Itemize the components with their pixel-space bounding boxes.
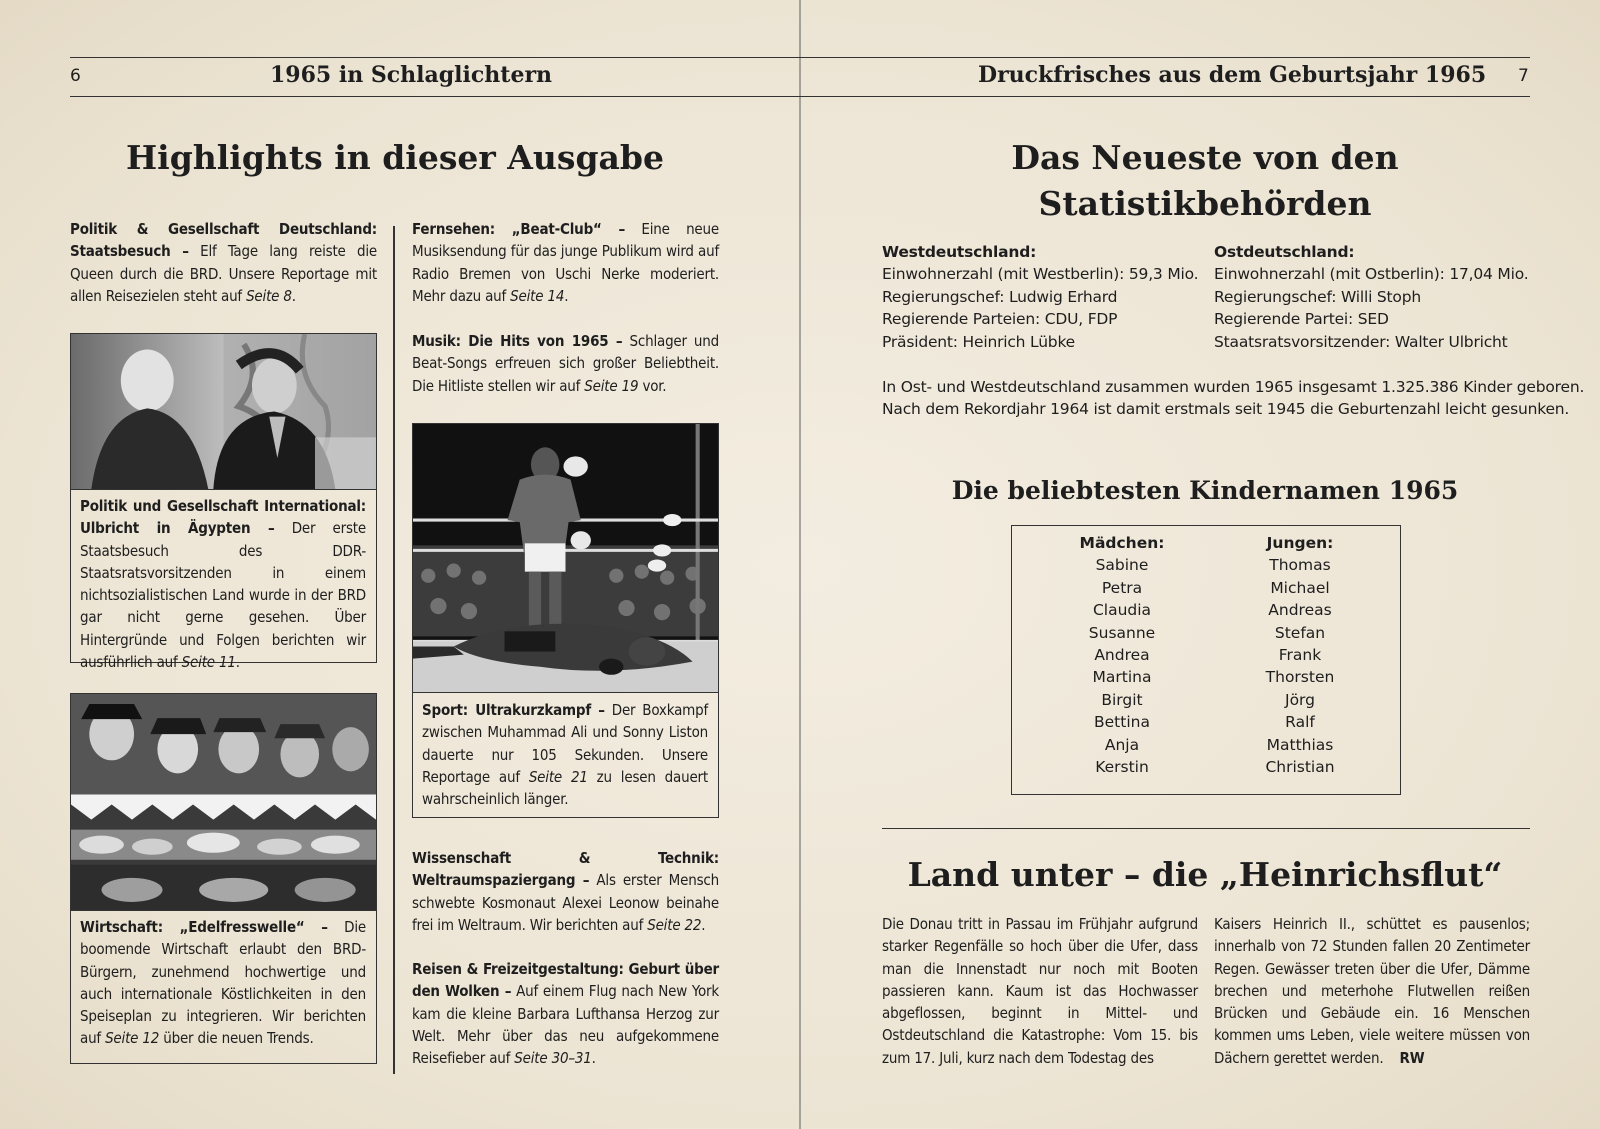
boy-name: Frank (1278, 646, 1322, 665)
flood-column-2-text: Kaisers Heinrich II., schüttet es pausenlos; innerhalb von 72 Stunden fallen 20 Zentimeter Regen. Gewässer treten über die Ufer, Dämme brechen und meterhohe Flutwellen reißen Brücken und Gebäude ein. 16 Menschen kommen ums Leben, viele weitere müssen von Dächern gerettet werden. (1214, 915, 1530, 1067)
names-table (1011, 525, 1401, 795)
item-body: Der erste Staatsbesuch des DDR-Staatsratsvorsitzenden in einem nichtsozialistischen Land wurde in der BRD gar nicht gerne gesehen. Über Hintergründe und Folgen berichten wir ausführlich auf (80, 519, 366, 672)
girl-name: Claudia (1092, 601, 1152, 620)
right-page-number: 7 (1518, 66, 1529, 86)
item-tail: . (564, 286, 569, 305)
item-lead: Reisen & Freizeitgestaltung: Geburt über den Wolken – (412, 960, 719, 1001)
west-president: Präsident: Heinrich Lübke (882, 332, 1076, 351)
girl-name: Susanne (1088, 623, 1156, 642)
item-tail: . (291, 286, 296, 305)
page-ref: Seite 21 (528, 767, 588, 786)
boy-name: Jörg (1285, 690, 1315, 709)
west-statistics (882, 241, 1198, 353)
boy-name: Thomas (1269, 556, 1331, 575)
boys-heading: Jungen: (1266, 534, 1334, 552)
page-ref: Seite 8 (246, 286, 292, 305)
item-tail: . (235, 653, 240, 672)
girls-names-column (1052, 532, 1192, 778)
item-politik-international (80, 495, 366, 673)
right-header-bottom-rule (800, 96, 1530, 97)
item-tail: zu lesen dauert wahrscheinlich länger. (422, 767, 708, 809)
left-page-number: 6 (70, 66, 81, 86)
boys-names-column (1230, 532, 1370, 778)
item-body: Der Boxkampf zwischen Muhammad Ali und Sonny Liston dauerte nur 105 Sekunden. Unsere Reportage auf (422, 701, 708, 786)
ost-statistics (1214, 241, 1528, 353)
flood-column-1: Die Donau tritt in Passau im Frühjahr aufgrund starker Regenfälle so hoch über die Ufer, dass man die Innenstadt nur noch mit Booten passieren kann. Kaum ist das Hochwasser abgeflossen, beginnt in Mittel- und Ostdeutschland die Katastrophe: Vom 15. bis zum 17. Juli, kurz nach dem Todestag des (882, 915, 1198, 1067)
item-tail: . (591, 1049, 596, 1068)
boy-name: Thorsten (1265, 668, 1335, 687)
flood-column-2 (1214, 913, 1530, 1069)
item-wissenschaft (412, 847, 719, 936)
item-lead: Sport: Ultrakurzkampf – (422, 701, 605, 719)
girl-name: Sabine (1095, 556, 1149, 575)
left-running-head: 1965 in Schlaglichtern (270, 62, 553, 88)
ulbricht-nasser-photo (70, 333, 377, 490)
right-running-head: Druckfrisches aus dem Geburtsjahr 1965 (978, 62, 1487, 88)
ost-head-of-government: Regierungschef: Willi Stoph (1214, 287, 1421, 306)
item-tail: vor. (638, 376, 667, 395)
edelfresswelle-box (70, 693, 377, 1064)
item-tail: . (701, 915, 706, 934)
delicatessen-photo (70, 693, 377, 911)
girls-heading: Mädchen: (1079, 534, 1165, 552)
ultrakurzkampf-box (412, 423, 719, 818)
boy-name: Michael (1270, 578, 1330, 597)
west-ruling-parties: Regierende Parteien: CDU, FDP (882, 310, 1118, 329)
page-ref: Seite 11 (181, 653, 236, 672)
boy-name: Ralf (1285, 713, 1315, 732)
item-body: Eine neue Musiksendung für das junge Publikum wird auf Radio Bremen von Uschi Nerke moderiert. Mehr dazu auf (412, 220, 719, 305)
author-signature: RW (1399, 1048, 1425, 1067)
item-lead: Musik: Die Hits von 1965 – (412, 332, 623, 350)
ost-population: Einwohnerzahl (mit Ostberlin): 17,04 Mio. (1214, 265, 1529, 284)
right-title-line-2: Statistikbehörden (1038, 184, 1372, 223)
item-sport (422, 699, 708, 810)
girl-name: Birgit (1101, 690, 1143, 709)
boy-name: Christian (1265, 758, 1335, 777)
right-header-top-rule (800, 57, 1530, 58)
ost-heading: Ostdeutschland: (1214, 243, 1355, 261)
page-ref: Seite 19 (584, 376, 639, 395)
right-title-line-1: Das Neueste von den (1011, 138, 1399, 177)
girl-name: Anja (1104, 735, 1140, 754)
item-lead: Fernsehen: „Beat-Club“ – (412, 220, 626, 238)
item-body: Als erster Mensch schwebte Kosmonaut Alexei Leonow beinahe frei im Weltraum. Wir berichten auf (412, 871, 719, 934)
item-body: Schlager und Beat-Songs erfreuen sich großer Beliebtheit. Die Hitliste stellen wir auf (412, 332, 719, 395)
west-population: Einwohnerzahl (mit Westberlin): 59,3 Mio. (882, 265, 1199, 284)
girl-name: Bettina (1094, 713, 1150, 732)
page-ref: Seite 30–31 (514, 1049, 592, 1068)
right-page-title (880, 135, 1530, 227)
girl-name: Martina (1092, 668, 1152, 687)
west-head-of-government: Regierungschef: Ludwig Erhard (882, 287, 1118, 306)
boy-name: Stefan (1274, 623, 1326, 642)
births-line-2: Nach dem Rekordjahr 1964 ist damit erstmals seit 1945 die Geburtenzahl leicht gesunken. (882, 400, 1570, 419)
flood-section-rule (882, 828, 1530, 829)
ulbricht-egypt-box (70, 333, 377, 672)
page-ref: Seite 12 (105, 1029, 160, 1048)
page-ref: Seite 14 (510, 286, 565, 305)
item-musik (412, 330, 719, 397)
item-lead: Politik und Gesellschaft International: Ulbricht in Ägypten – (80, 497, 366, 538)
left-page-title: Highlights in dieser Ausgabe (125, 138, 664, 177)
item-fernsehen (412, 218, 719, 307)
item-body: Die boomende Wirtschaft erlaubt den BRD-Bürgern, zunehmend hochwertige und auch internationale Köstlichkeiten in den Speiseplan zu integrieren. Wir berichten auf (80, 918, 367, 1048)
names-title: Die beliebtesten Kindernamen 1965 (951, 476, 1459, 505)
boy-name: Andreas (1268, 601, 1332, 620)
girl-name: Petra (1101, 578, 1143, 597)
births-line-1: In Ost- und Westdeutschland zusammen wurden 1965 insgesamt 1.325.386 Kinder geboren. (882, 378, 1585, 396)
item-lead: Politik & Gesellschaft Deutschland: Staatsbesuch – (70, 220, 377, 261)
flood-title: Land unter – die „Heinrichsflut“ (907, 855, 1503, 894)
left-header-top-rule (70, 57, 800, 58)
page-gutter (799, 0, 801, 1129)
girl-name: Andrea (1094, 646, 1150, 665)
ali-liston-photo (412, 423, 719, 693)
item-politik-deutschland (70, 218, 377, 307)
item-tail: über die neuen Trends. (159, 1029, 314, 1048)
item-body: Auf einem Flug nach New York kam die kleine Barbara Lufthansa Herzog zur Welt. Mehr über das neu aufgekommene Reisefieber auf (412, 982, 719, 1068)
page-ref: Seite 22 (647, 915, 702, 934)
left-header-bottom-rule (70, 96, 800, 97)
ost-council-chair: Staatsratsvorsitzender: Walter Ulbricht (1214, 332, 1508, 351)
boy-name: Matthias (1266, 735, 1334, 754)
item-reisen (412, 958, 719, 1069)
item-body: Elf Tage lang reiste die Queen durch die BRD. Unsere Reportage mit allen Reisezielen steht auf (70, 242, 377, 305)
item-lead: Wirtschaft: „Edelfresswelle“ – (80, 918, 328, 936)
girl-name: Kerstin (1095, 758, 1149, 777)
births-note (882, 376, 1584, 421)
item-wirtschaft (80, 916, 366, 1050)
item-lead: Wissenschaft & Technik: Weltraumspaziergang – (412, 849, 719, 890)
ost-ruling-party: Regierende Partei: SED (1214, 310, 1389, 329)
west-heading: Westdeutschland: (882, 243, 1037, 261)
column-divider (393, 226, 395, 1074)
